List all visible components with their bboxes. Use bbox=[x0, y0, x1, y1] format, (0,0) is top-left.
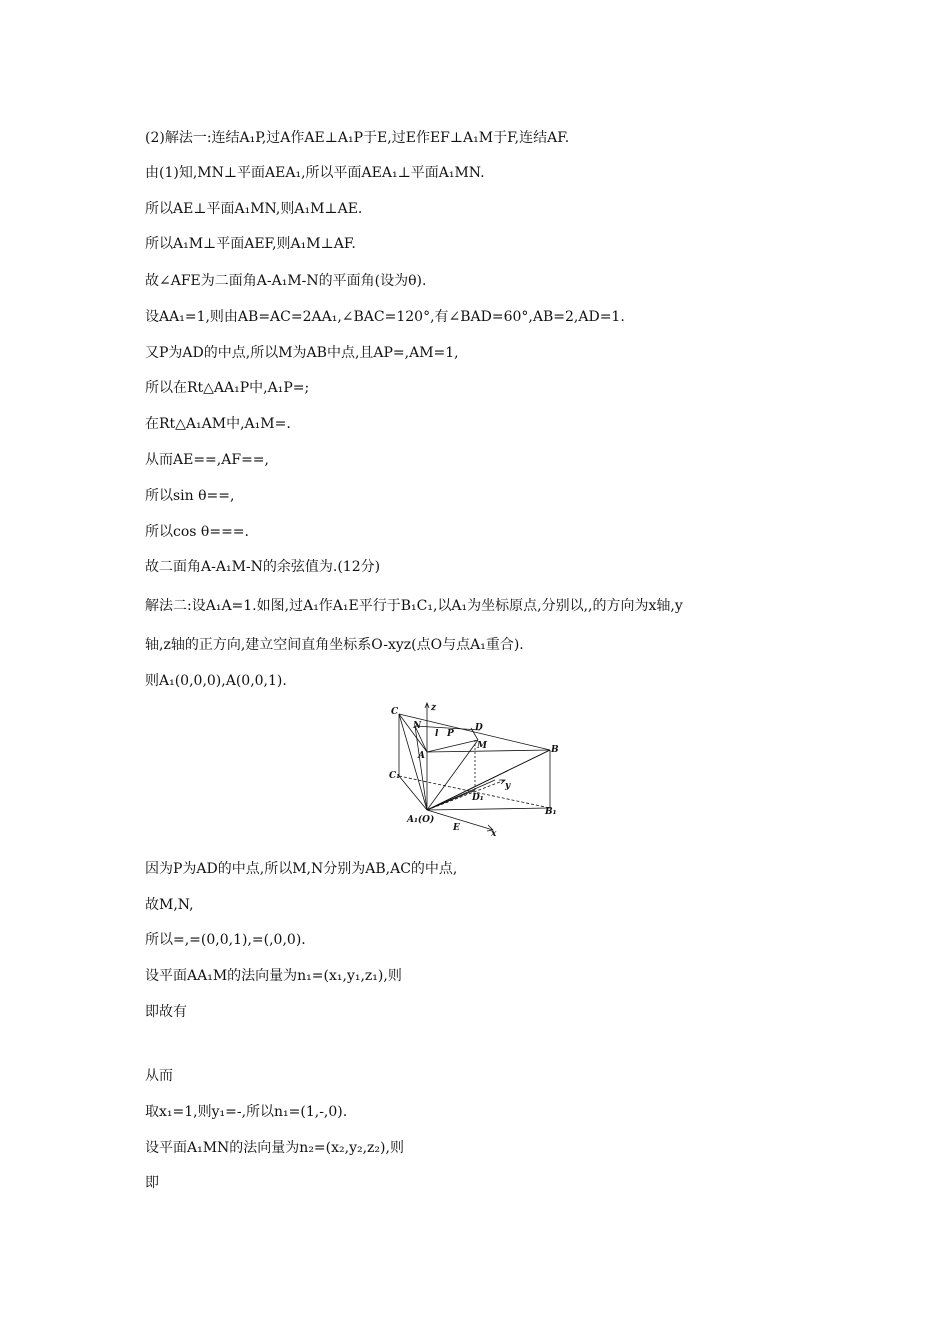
label-C1: C₁ bbox=[389, 771, 401, 781]
label-y: y bbox=[505, 781, 511, 791]
line-6: 设AA₁=1,则由AB=AC=2AA₁,∠BAC=120°,有∠BAD=60°,AB=2,AD=1. bbox=[145, 309, 625, 325]
line-14: 解法二:设A₁A=1.如图,过A₁作A₁E平行于B₁C₁,以A₁为坐标原点,分别以,,的方向为x轴,y bbox=[145, 598, 683, 614]
line-7: 又P为AD的中点,所以M为AB中点,且AP=,AM=1, bbox=[145, 345, 459, 361]
label-M: M bbox=[477, 741, 487, 751]
line-13: 故二面角A-A₁M-N的余弦值为.(12分) bbox=[145, 559, 381, 575]
coordinate-figure bbox=[385, 700, 565, 840]
line-9: 在Rt△A₁AM中,A₁M=. bbox=[145, 416, 291, 432]
line-19: 所以=,=(0,0,1),=(,0,0). bbox=[145, 932, 306, 948]
line-1: (2)解法一:连结A₁P,过A作AE⊥A₁P于E,过E作EF⊥A₁M于F,连结AF. bbox=[145, 130, 570, 146]
line-25: 即 bbox=[145, 1175, 159, 1191]
line-11: 所以sin θ==, bbox=[145, 488, 235, 504]
line-24: 设平面A₁MN的法向量为n₂=(x₂,y₂,z₂),则 bbox=[145, 1140, 404, 1156]
line-2: 由(1)知,MN⊥平面AEA₁,所以平面AEA₁⊥平面A₁MN. bbox=[145, 165, 485, 181]
line-18: 故M,N, bbox=[145, 897, 194, 913]
line-4: 所以A₁M⊥平面AEF,则A₁M⊥AF. bbox=[145, 236, 356, 252]
label-B1: B₁ bbox=[545, 807, 557, 817]
line-23: 取x₁=1,则y₁=-,所以n₁=(1,-,0). bbox=[145, 1104, 348, 1120]
label-D: D bbox=[475, 723, 483, 733]
line-3: 所以AE⊥平面A₁MN,则A₁M⊥AE. bbox=[145, 201, 363, 217]
line-16: 则A₁(0,0,0),A(0,0,1). bbox=[145, 673, 287, 689]
line-22: 从而 bbox=[145, 1068, 173, 1084]
line-5: 故∠AFE为二面角A-A₁M-N的平面角(设为θ). bbox=[145, 273, 427, 289]
label-B: B bbox=[551, 745, 559, 755]
line-21: 即故有 bbox=[145, 1004, 187, 1020]
label-A1O: A₁(O) bbox=[407, 815, 435, 825]
line-20: 设平面AA₁M的法向量为n₁=(x₁,y₁,z₁),则 bbox=[145, 968, 402, 984]
label-P: P bbox=[447, 729, 454, 739]
label-E: E bbox=[453, 823, 460, 833]
label-x: x bbox=[491, 829, 497, 839]
line-15: 轴,z轴的正方向,建立空间直角坐标系O-xyz(点O与点A₁重合). bbox=[145, 637, 524, 653]
line-12: 所以cos θ===. bbox=[145, 524, 249, 540]
line-10: 从而AE==,AF==, bbox=[145, 452, 269, 468]
label-l: l bbox=[435, 729, 439, 739]
line-8: 所以在Rt△AA₁P中,A₁P=; bbox=[145, 380, 310, 396]
label-A: A bbox=[418, 751, 425, 761]
line-17: 因为P为AD的中点,所以M,N分别为AB,AC的中点, bbox=[145, 861, 458, 877]
label-D1: D₁ bbox=[472, 793, 484, 803]
label-z: z bbox=[431, 703, 437, 713]
label-C: C bbox=[391, 707, 399, 717]
label-N: N bbox=[413, 721, 422, 731]
